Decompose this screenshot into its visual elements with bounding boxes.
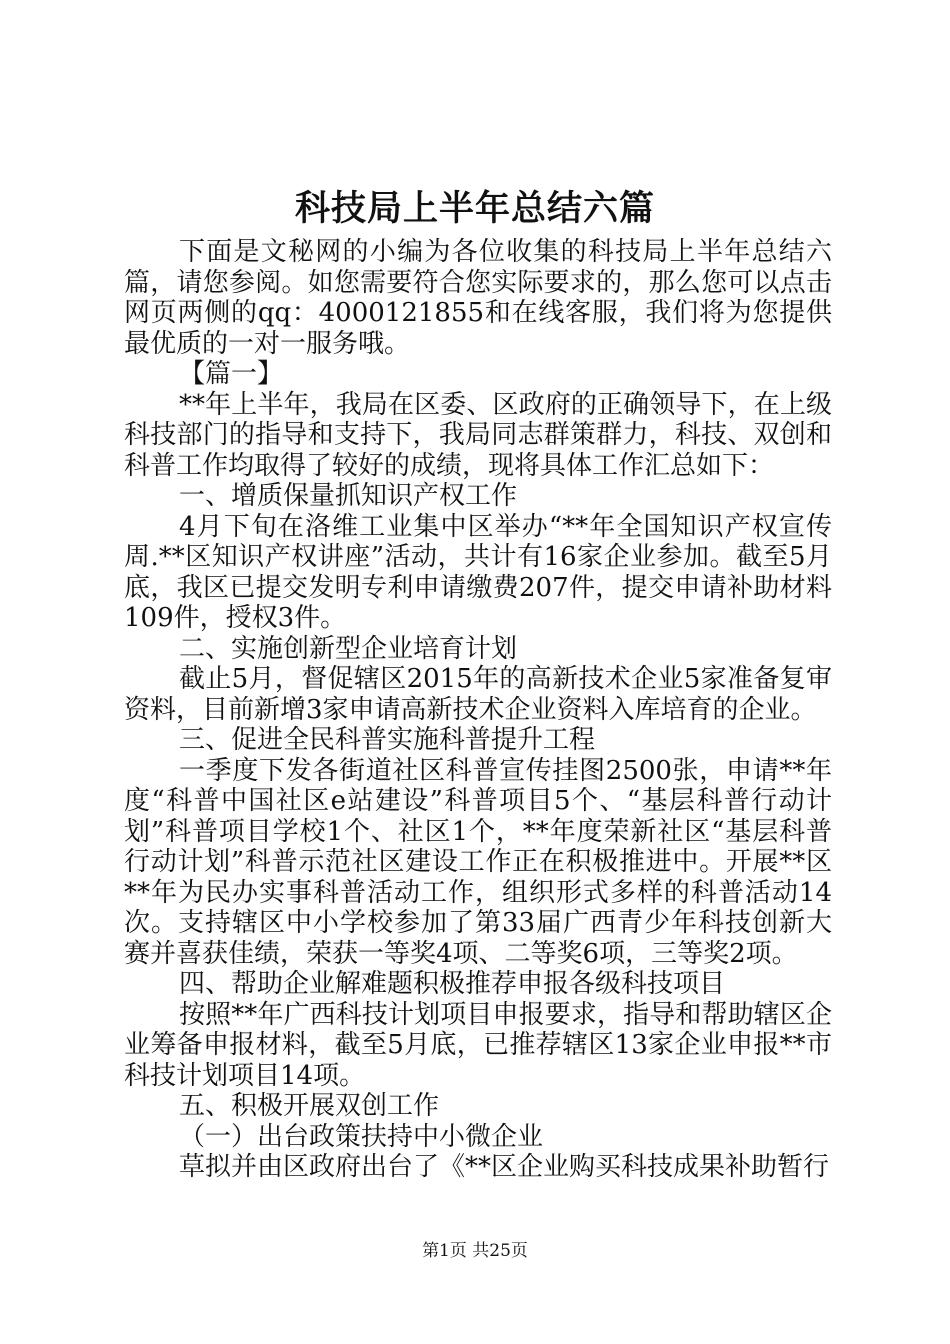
section-heading: 三、促进全民科普实施科普提升工程	[179, 725, 596, 755]
paragraph: 一季度下发各街道社区科普宣传挂图2500张，申请**年度“科普中国社区e站建设”科普项目5个、“基层科普行动计划”科普项目学校1个、社区1个，**年度荣新社区“基层科普行动计划”科普示范社区建设工作正在积极推进中。开展**区**年为民办实事科普活动工作，组织形式多样的科普活动14次。支持辖区中小学校参加了第33届广西青少年科技创新大赛并喜获佳绩，荣获一等奖4项、二等奖6项，三等奖2项。	[124, 755, 832, 969]
section-heading: 五、积极开展双创工作	[179, 1091, 440, 1121]
section-heading: 四、帮助企业解难题积极推荐申报各级科技项目	[179, 969, 726, 999]
section-heading: 一、增质保量抓知识产权工作	[179, 481, 518, 511]
section-heading: 二、实施创新型企业培育计划	[179, 633, 518, 664]
paragraph: 截止5月，督促辖区2015年的高新技术企业5家准备复审资料，目前新增3家申请高新技术企业资料入库培育的企业。	[124, 664, 832, 725]
paragraph: 4月下旬在洛维工业集中区举办“**年全国知识产权宣传周.**区知识产权讲座”活动，共计有16家企业参加。截至5月底，我区已提交发明专利申请缴费207件，提交申请补助材料109件，授权3件。	[124, 511, 832, 633]
sub-heading: （一）出台政策扶持中小微企业	[179, 1121, 544, 1152]
document-title: 科技局上半年总结六篇	[294, 188, 655, 229]
paragraph-intro: 下面是文秘网的小编为各位收集的科技局上半年总结六篇，请您参阅。如您需要符合您实际要求的，那么您可以点击网页两侧的qq：4000121855和在线客服，我们将为您提供最优质的一对一服务哦。	[124, 237, 832, 359]
document-body	[124, 237, 832, 1183]
page-number: 第1页 共25页	[422, 1241, 528, 1261]
section-label: 【篇一】	[179, 359, 284, 389]
paragraph: **年上半年，我局在区委、区政府的正确领导下，在上级科技部门的指导和支持下，我局同志群策群力，科技、双创和科普工作均取得了较好的成绩，现将具体工作汇总如下：	[124, 389, 832, 481]
paragraph: 草拟并由区政府出台了《**区企业购买科技成果补助暂行	[179, 1152, 830, 1182]
paragraph: 按照**年广西科技计划项目申报要求，指导和帮助辖区企业筹备申报材料，截至5月底，已推荐辖区13家企业申报**市科技计划项目14项。	[124, 999, 832, 1091]
